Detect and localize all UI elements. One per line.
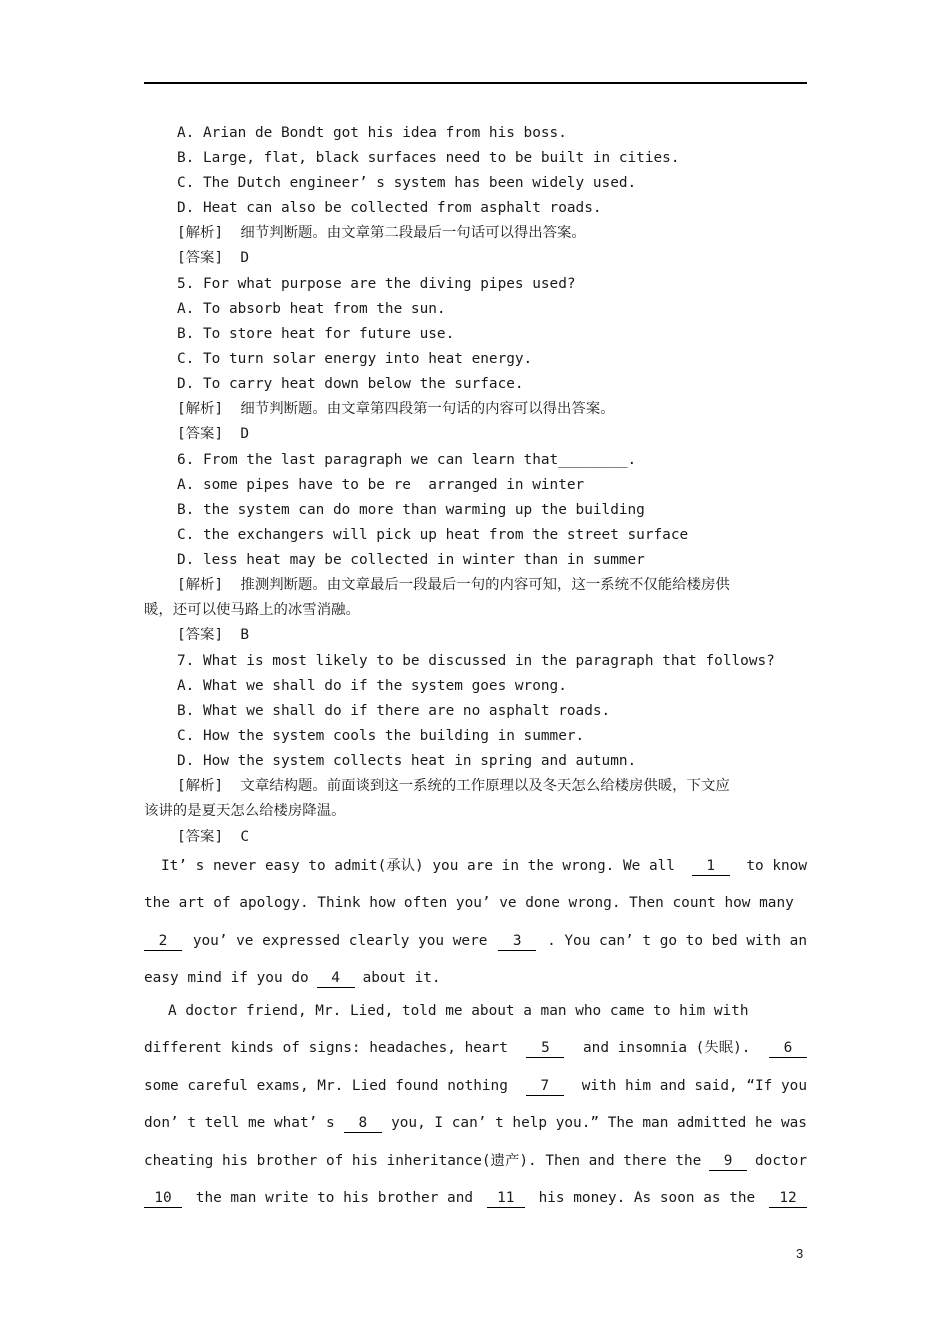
analysis-7-cont: 该讲的是夏天怎么给楼房降温。: [144, 803, 346, 819]
analysis-6-cont: 暖，还可以使马路上的冰雪消融。: [144, 602, 360, 618]
passage-line: [144, 857, 807, 876]
passage-text: his money. As soon as the: [538, 1190, 756, 1206]
option-7d: D. How the system collects heat in spring and autumn.: [177, 753, 637, 769]
passage-line: [144, 1152, 807, 1171]
blank-1[interactable]: 1: [692, 857, 730, 876]
passage-text: some careful exams, Mr. Lied found nothing: [144, 1078, 508, 1094]
option-7c: C. How the system cools the building in summer.: [177, 728, 585, 744]
passage-line: [144, 894, 807, 912]
passage-text: A doctor friend, Mr. Lied, told me about a man who came to him with: [168, 1003, 749, 1019]
answer-7: [答案] C: [177, 829, 250, 845]
question-5: 5. For what purpose are the diving pipes used?: [177, 276, 576, 292]
answer-5: [答案] D: [177, 426, 250, 442]
option-6b: B. the system can do more than warming up the building: [177, 502, 645, 518]
analysis-7: [解析] 文章结构题。前面谈到这一系统的工作原理以及冬天怎么给楼房供暖，下文应: [177, 778, 730, 794]
passage-line: [144, 1189, 807, 1208]
question-6: 6. From the last paragraph we can learn that________.: [177, 452, 637, 468]
passage-line: [144, 969, 807, 988]
option-4c: C. The Dutch engineer’ s system has been widely used.: [177, 175, 637, 191]
passage-text: different kinds of signs: headaches, heart: [144, 1040, 508, 1056]
blank-4[interactable]: 4: [317, 969, 355, 988]
passage-text: It’ s never easy to admit(承认) you are in the wrong. We all: [161, 858, 675, 874]
analysis-4: [解析] 细节判断题。由文章第二段最后一句话可以得出答案。: [177, 225, 586, 241]
passage-text: the art of apology. Think how often you’ ve done wrong. Then count how many: [144, 895, 794, 911]
passage-text: doctor: [755, 1153, 807, 1169]
analysis-6: [解析] 推测判断题。由文章最后一段最后一句的内容可知，这一系统不仅能给楼房供: [177, 577, 730, 593]
question-7: 7. What is most likely to be discussed in the paragraph that follows?: [177, 653, 775, 669]
passage-text: about it.: [362, 970, 441, 986]
page-number: 3: [796, 1246, 804, 1261]
passage-line: [144, 932, 807, 951]
blank-11[interactable]: 11: [487, 1189, 525, 1208]
passage-line: [144, 1039, 807, 1058]
passage-text: to know: [746, 858, 807, 874]
option-5b: B. To store heat for future use.: [177, 326, 455, 342]
option-4b: B. Large, flat, black surfaces need to be built in cities.: [177, 150, 680, 166]
option-5d: D. To carry heat down below the surface.: [177, 376, 524, 392]
blank-10[interactable]: 10: [144, 1189, 182, 1208]
passage-text: you, I can’ t help you.” The man admitted he was: [391, 1115, 807, 1131]
option-7a: A. What we shall do if the system goes wrong.: [177, 678, 567, 694]
header-rule: [144, 82, 807, 84]
blank-5[interactable]: 5: [526, 1039, 564, 1058]
passage-text: the man write to his brother and: [195, 1190, 474, 1206]
option-5c: C. To turn solar energy into heat energy.: [177, 351, 533, 367]
passage-text: you’ ve expressed clearly you were: [192, 933, 488, 949]
option-4a: A. Arian de Bondt got his idea from his boss.: [177, 125, 567, 141]
blank-12[interactable]: 12: [769, 1189, 807, 1208]
passage-text: and insomnia (失眠).: [583, 1040, 751, 1056]
passage-text: easy mind if you do: [144, 970, 309, 986]
passage-text: . You can’ t go to bed with an: [547, 933, 807, 949]
passage-text: don’ t tell me what’ s: [144, 1115, 335, 1131]
option-5a: A. To absorb heat from the sun.: [177, 301, 446, 317]
blank-9[interactable]: 9: [709, 1152, 747, 1171]
passage-text: with him and said, “If you: [581, 1078, 807, 1094]
option-6d: D. less heat may be collected in winter than in summer: [177, 552, 645, 568]
blank-6[interactable]: 6: [769, 1039, 807, 1058]
option-6c: C. the exchangers will pick up heat from the street surface: [177, 527, 689, 543]
passage-text: cheating his brother of his inheritance(遗产). Then and there the: [144, 1153, 702, 1169]
option-4d: D. Heat can also be collected from asphalt roads.: [177, 200, 602, 216]
option-7b: B. What we shall do if there are no asphalt roads.: [177, 703, 611, 719]
blank-2[interactable]: 2: [144, 932, 182, 951]
passage-line: [144, 1077, 807, 1096]
passage-line: [144, 1114, 807, 1133]
answer-6: [答案] B: [177, 627, 250, 643]
blank-3[interactable]: 3: [498, 932, 536, 951]
blank-7[interactable]: 7: [526, 1077, 564, 1096]
analysis-5: [解析] 细节判断题。由文章第四段第一句话的内容可以得出答案。: [177, 401, 615, 417]
option-6a: A. some pipes have to be re arranged in winter: [177, 477, 585, 493]
passage-line: [144, 1002, 807, 1020]
answer-4: [答案] D: [177, 250, 250, 266]
blank-8[interactable]: 8: [344, 1114, 382, 1133]
